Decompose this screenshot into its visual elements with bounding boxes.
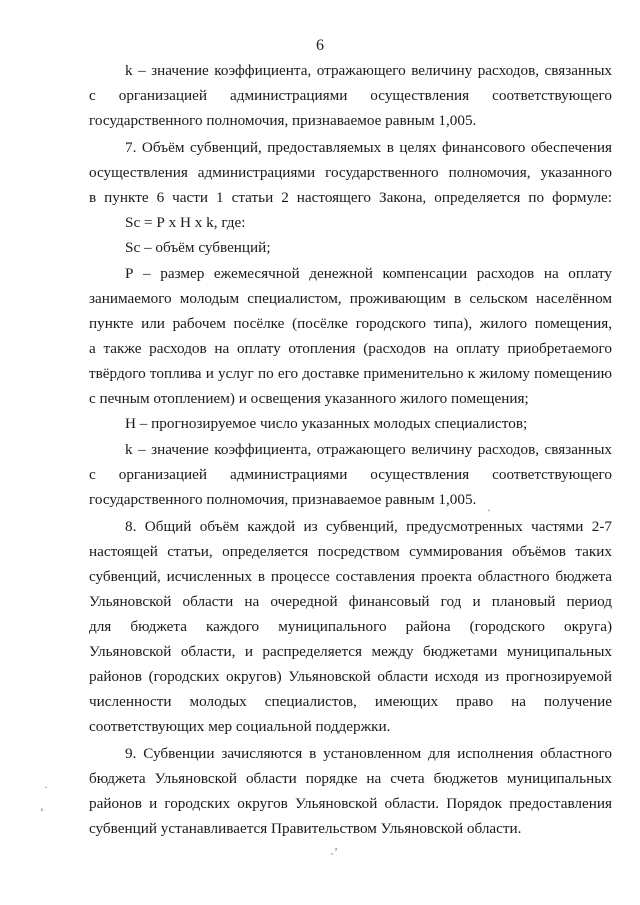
text-line: для бюджета каждого муниципального района (городского округа)	[89, 618, 612, 635]
text-line: Ульяновской области, и распределяется между бюджетами муниципальных	[89, 643, 612, 660]
text-line: с организацией администрациями осуществления соответствующего	[89, 87, 612, 104]
text-line: районов (городских округов) Ульяновской области исходя из прогнозируемой	[89, 668, 612, 685]
scan-speck: ˴ʼ	[330, 845, 338, 859]
text-line: бюджета Ульяновской области порядке на счета бюджетов муниципальных	[89, 770, 612, 787]
text-line: субвенций, исчисленных в процессе составления проекта областного бюджета	[89, 568, 612, 585]
text-line: настоящей статьи, определяется посредством суммирования объёмов таких	[89, 543, 612, 560]
page-number: 6	[316, 37, 324, 54]
scan-speck: ˋ	[487, 507, 491, 521]
text-line: осуществления администрациями государственного полномочия, указанного	[89, 164, 612, 181]
text-line: численности молодых специалистов, имеющих право на получение	[89, 693, 612, 710]
text-line: с организацией администрациями осуществления соответствующего	[89, 466, 612, 483]
text-line: с печным отоплением) и освещения указанного жилого помещения;	[89, 390, 529, 407]
text-line: а также расходов на оплату отопления (расходов на оплату приобретаемого	[89, 340, 612, 357]
text-line: районов и городских округов Ульяновской области. Порядок предоставления	[89, 795, 612, 812]
paragraph-9-start: 9. Субвенции зачисляются в установленном для исполнения областного	[125, 745, 612, 762]
text-line-k-coefficient: k – значение коэффициента, отражающего величину расходов, связанных	[125, 62, 612, 79]
text-line: пункте или рабочем посёлке (посёлке городского типа), жилого помещения,	[89, 315, 612, 332]
paragraph-8-start: 8. Общий объём каждой из субвенций, предусмотренных частями 2-7	[125, 518, 612, 535]
text-line-k-coefficient: k – значение коэффициента, отражающего величину расходов, связанных	[125, 441, 612, 458]
text-line: занимаемого молодым специалистом, проживающим в сельском населённом	[89, 290, 612, 307]
text-line: соответствующих мер социальной поддержки.	[89, 718, 391, 735]
paragraph-7-start: 7. Объём субвенций, предоставляемых в целях финансового обеспечения	[125, 139, 612, 156]
text-line: государственного полномочия, признаваемое равным 1,005.	[89, 491, 477, 508]
text-line: Sс – объём субвенций;	[125, 239, 271, 256]
scan-speck: ʻ	[40, 805, 44, 819]
text-line: Ульяновской области на очередной финансовый год и плановый период	[89, 593, 612, 610]
text-line: субвенций устанавливается Правительством Ульяновской области.	[89, 820, 522, 837]
text-line-p-definition: Р – размер ежемесячной денежной компенсации расходов на оплату	[125, 265, 612, 282]
text-line-h-definition: Н – прогнозируемое число указанных молодых специалистов;	[125, 415, 528, 432]
scan-speck: ·	[44, 780, 48, 794]
text-line: твёрдого топлива и услуг по его доставке применительно к жилому помещению	[89, 365, 612, 382]
text-line: в пункте 6 части 1 статьи 2 настоящего Закона, определяется по формуле:	[89, 189, 612, 206]
formula-line: Sс = Р х Н х k, где:	[125, 214, 246, 231]
text-line: государственного полномочия, признаваемое равным 1,005.	[89, 112, 477, 129]
